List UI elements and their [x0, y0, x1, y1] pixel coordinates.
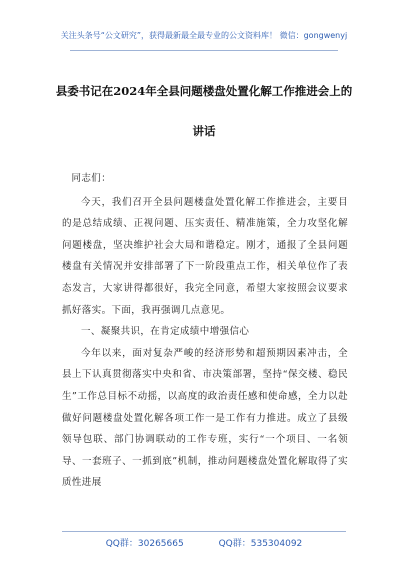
document-title-line2: 讲话 — [192, 124, 216, 138]
header-divider — [70, 50, 338, 51]
footer-qq-group-1: QQ群：30265665 — [105, 539, 184, 549]
document-body — [62, 168, 348, 494]
footer-qq-group-2: QQ群：535304092 — [218, 539, 303, 549]
header-banner: 关注头条号“公文研究”，获得最新最全最专业的公文资料库！ 微信：gongwenyj — [60, 31, 348, 40]
section-heading: 一、凝聚共识，在肯定成绩中增强信心 — [81, 326, 250, 338]
greeting: 同志们： — [71, 173, 112, 184]
paragraph-intro: 今天，我们召开全县问题楼盘处置化解工作推进会，主要目的是总结成绩、正视问题、压实责任、精准施策，全力攻坚化解问题楼盘，坚决维护社会大局和谐稳定。刚才，通报了全县问题楼盘有关情况并安排部署了下一阶段重点工作，相关单位作了表态发言，大家讲得都很好，我完全同意，希望大家按照会议要求抓好落实。下面，我再强调几点意见。 — [62, 196, 348, 316]
footer — [0, 536, 408, 549]
footer-divider — [62, 531, 346, 532]
document-title-line1: 县委书记在2024年全县问题楼盘处置化解工作推进会上的 — [55, 84, 353, 98]
paragraph-section-one: 今年以来，面对复杂严峻的经济形势和超预期因素冲击，全县上下认真贯彻落实中央和省、市决策部署，坚持“保交楼、稳民生”工作总目标不动摇，以高度的政治责任感和使命感，全力以赴做好问题楼盘处置化解各项工作一是工作有力推进。成立了县级领导包联、部门协调联动的工作专班，实行“一个项目、一名领导、一套班子、一抓到底”机制，推动问题楼盘处置化解取得了实质性进展 — [62, 347, 348, 489]
